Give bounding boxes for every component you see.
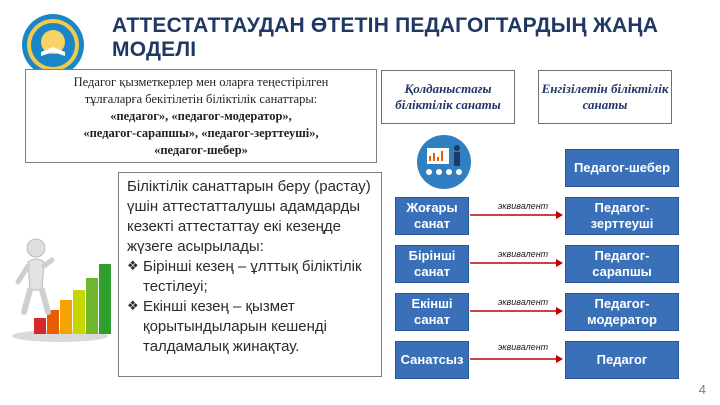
category-none-button[interactable]: Санатсыз bbox=[395, 341, 469, 379]
category-first-button[interactable]: Бірінші санат bbox=[395, 245, 469, 283]
arrow-right-icon bbox=[470, 210, 564, 220]
category-pedagog-zertteushi-button[interactable]: Педагог-зерттеуші bbox=[565, 197, 679, 235]
info-line-4: «педагог-сарапшы», «педагог-зерттеуші», bbox=[83, 125, 319, 140]
new-category-header: Енгізілетін біліктілік санаты bbox=[538, 70, 672, 124]
arrow-right-icon bbox=[470, 258, 564, 268]
arrow-right-icon bbox=[470, 306, 564, 316]
diamond-bullet-icon: ❖ bbox=[127, 297, 139, 313]
info-line-5: «педагог-шебер» bbox=[154, 142, 248, 157]
page-number: 4 bbox=[698, 382, 706, 397]
info-line-3: «педагог», «педагог-модератор», bbox=[110, 108, 292, 123]
main-text: Біліктілік санаттарын беру (растау) үшін аттестатталушы адамдарды кезекті аттестаттау екі кезеңде жүзеге асырылады: bbox=[127, 178, 371, 255]
list-item-text: Екінші кезең – қызмет қорытындыларын кешенді талдамалық жинақтау. bbox=[143, 297, 327, 355]
info-line-1: Педагог қызметкерлер мен оларға теңестірілген bbox=[73, 75, 329, 89]
current-category-header: Қолданыстағы біліктілік санаты bbox=[381, 70, 515, 124]
list-item-text: Бірінші кезең – ұлттық біліктілік тестілеуі; bbox=[143, 257, 362, 295]
category-pedagog-sheber-button[interactable]: Педагог-шебер bbox=[565, 149, 679, 187]
equivalent-label: эквивалент bbox=[497, 342, 549, 352]
category-pedagog-moderator-button[interactable]: Педагог-модератор bbox=[565, 293, 679, 331]
equivalent-label: эквивалент bbox=[497, 201, 549, 211]
arrow-right-icon bbox=[470, 354, 564, 364]
info-line-2: тұлғаларға бекітілетін біліктілік санаттары: bbox=[84, 91, 318, 106]
stairs-bars-figure-icon bbox=[8, 232, 116, 344]
category-second-button[interactable]: Екінші санат bbox=[395, 293, 469, 331]
list-item bbox=[127, 297, 373, 357]
diamond-bullet-icon: ❖ bbox=[127, 257, 139, 273]
list-item bbox=[127, 257, 373, 297]
category-high-button[interactable]: Жоғары санат bbox=[395, 197, 469, 235]
main-text-box bbox=[118, 172, 382, 377]
equivalent-label: эквивалент bbox=[497, 249, 549, 259]
info-box bbox=[25, 69, 377, 163]
presentation-people-icon bbox=[413, 134, 475, 190]
category-pedagog-sarapshy-button[interactable]: Педагог-сарапшы bbox=[565, 245, 679, 283]
page-title: АТТЕСТАТТАУДАН ӨТЕТІН ПЕДАГОГТАРДЫҢ ЖАҢА МОДЕЛІ bbox=[112, 14, 659, 61]
equivalent-label: эквивалент bbox=[497, 297, 549, 307]
category-pedagog-button[interactable]: Педагог bbox=[565, 341, 679, 379]
